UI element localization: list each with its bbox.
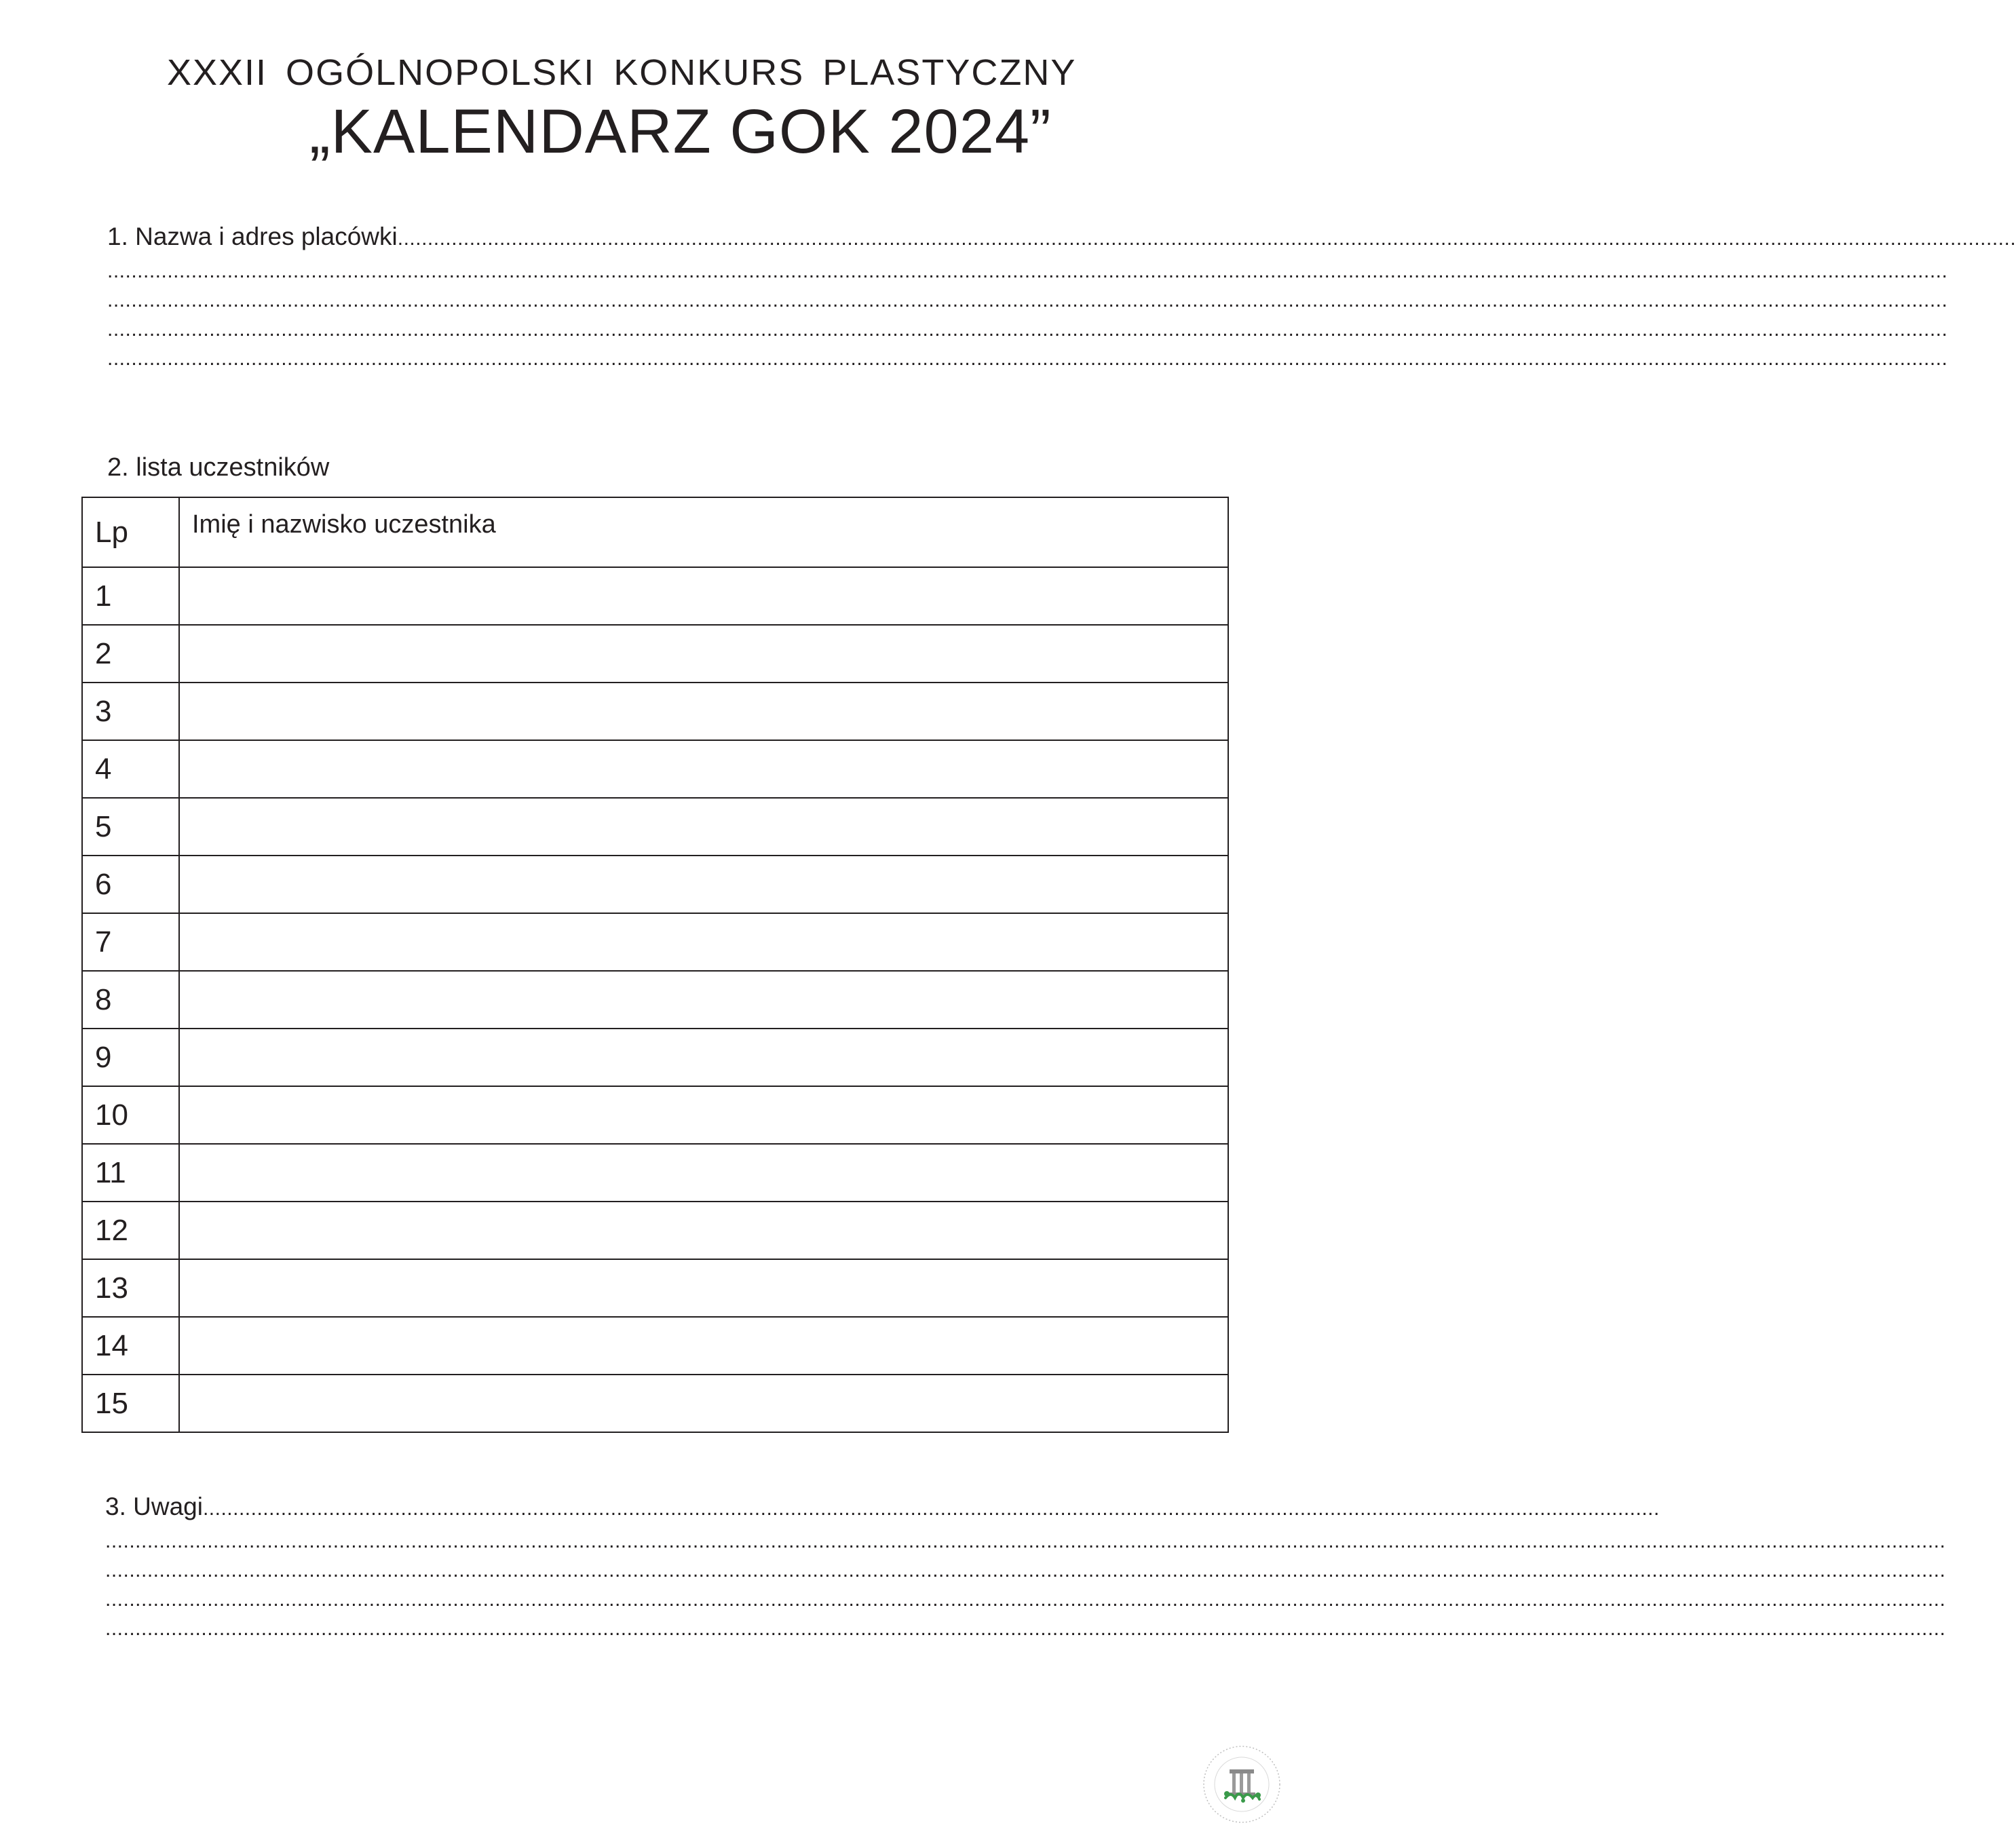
row-number: 6 xyxy=(82,856,179,913)
participant-name-cell[interactable] xyxy=(179,1375,1228,1432)
table-row xyxy=(82,625,1228,683)
table-row xyxy=(82,1202,1228,1259)
row-number: 11 xyxy=(82,1144,179,1202)
table-header-row xyxy=(82,497,1228,567)
participant-name-cell[interactable] xyxy=(179,1144,1228,1202)
institution-line-5[interactable]: ................................................................................................................................................................................................................................................................................................................... xyxy=(107,347,1948,370)
remarks-label: 3. Uwagi xyxy=(105,1493,203,1520)
institution-field[interactable] xyxy=(107,223,2016,251)
remarks-line-3[interactable]: ................................................................................................................................................................................................................................................................................................................... xyxy=(105,1559,1946,1581)
row-number: 15 xyxy=(82,1375,179,1432)
institution-line-3[interactable]: ................................................................................................................................................................................................................................................................................................................... xyxy=(107,289,1948,311)
table-row xyxy=(82,971,1228,1029)
table-row xyxy=(82,1029,1228,1086)
institution-line-2[interactable]: ................................................................................................................................................................................................................................................................................................................... xyxy=(107,260,1948,282)
table-row xyxy=(82,567,1228,625)
remarks-field[interactable] xyxy=(105,1493,1660,1521)
remarks-line-5[interactable]: ................................................................................................................................................................................................................................................................................................................... xyxy=(105,1617,1946,1640)
participant-name-cell[interactable] xyxy=(179,740,1228,798)
table-row xyxy=(82,683,1228,740)
row-number: 3 xyxy=(82,683,179,740)
row-number: 8 xyxy=(82,971,179,1029)
row-number: 10 xyxy=(82,1086,179,1144)
table-row xyxy=(82,1375,1228,1432)
row-number: 4 xyxy=(82,740,179,798)
row-number: 13 xyxy=(82,1259,179,1317)
remarks-line-4[interactable]: ................................................................................................................................................................................................................................................................................................................... xyxy=(105,1588,1946,1611)
participant-name-cell[interactable] xyxy=(179,798,1228,856)
table-row xyxy=(82,1259,1228,1317)
participant-name-cell[interactable] xyxy=(179,856,1228,913)
row-number: 14 xyxy=(82,1317,179,1375)
table-row xyxy=(82,1144,1228,1202)
row-number: 2 xyxy=(82,625,179,683)
table-row xyxy=(82,913,1228,971)
table-row xyxy=(82,1317,1228,1375)
participant-name-cell[interactable] xyxy=(179,1029,1228,1086)
participant-name-cell[interactable] xyxy=(179,1086,1228,1144)
participant-name-cell[interactable] xyxy=(179,625,1228,683)
column-header-name: Imię i nazwisko uczestnika xyxy=(179,497,1228,567)
table-row xyxy=(82,1086,1228,1144)
remarks-line-2[interactable]: ................................................................................................................................................................................................................................................................................................................... xyxy=(105,1530,1946,1552)
row-number: 1 xyxy=(82,567,179,625)
column-header-lp: Lp xyxy=(82,497,179,567)
row-number: 7 xyxy=(82,913,179,971)
row-number: 5 xyxy=(82,798,179,856)
participant-name-cell[interactable] xyxy=(179,913,1228,971)
institution-line-4[interactable]: ................................................................................................................................................................................................................................................................................................................... xyxy=(107,318,1948,341)
contest-title: XXXII OGÓLNOPOLSKI KONKURS PLASTYCZNY xyxy=(167,52,1077,93)
table-row xyxy=(82,798,1228,856)
row-number: 9 xyxy=(82,1029,179,1086)
cultural-center-seal-icon xyxy=(1201,1744,1282,1825)
table-row xyxy=(82,740,1228,798)
row-number: 12 xyxy=(82,1202,179,1259)
participant-name-cell[interactable] xyxy=(179,683,1228,740)
institution-label: 1. Nazwa i adres placówki xyxy=(107,223,398,250)
dotted-fill: .............................................................................................................................................................................................................................................................................. xyxy=(397,227,2016,250)
participants-table xyxy=(81,497,1229,1433)
table-row xyxy=(82,856,1228,913)
participants-heading: 2. lista uczestników xyxy=(107,453,330,482)
calendar-title: „KALENDARZ GOK 2024” xyxy=(309,97,1052,166)
participant-name-cell[interactable] xyxy=(179,1317,1228,1375)
participant-name-cell[interactable] xyxy=(179,971,1228,1029)
participant-name-cell[interactable] xyxy=(179,1202,1228,1259)
participant-name-cell[interactable] xyxy=(179,1259,1228,1317)
dotted-fill: ................................................................................................................................................................................................................................................... xyxy=(202,1497,1660,1520)
participant-name-cell[interactable] xyxy=(179,567,1228,625)
